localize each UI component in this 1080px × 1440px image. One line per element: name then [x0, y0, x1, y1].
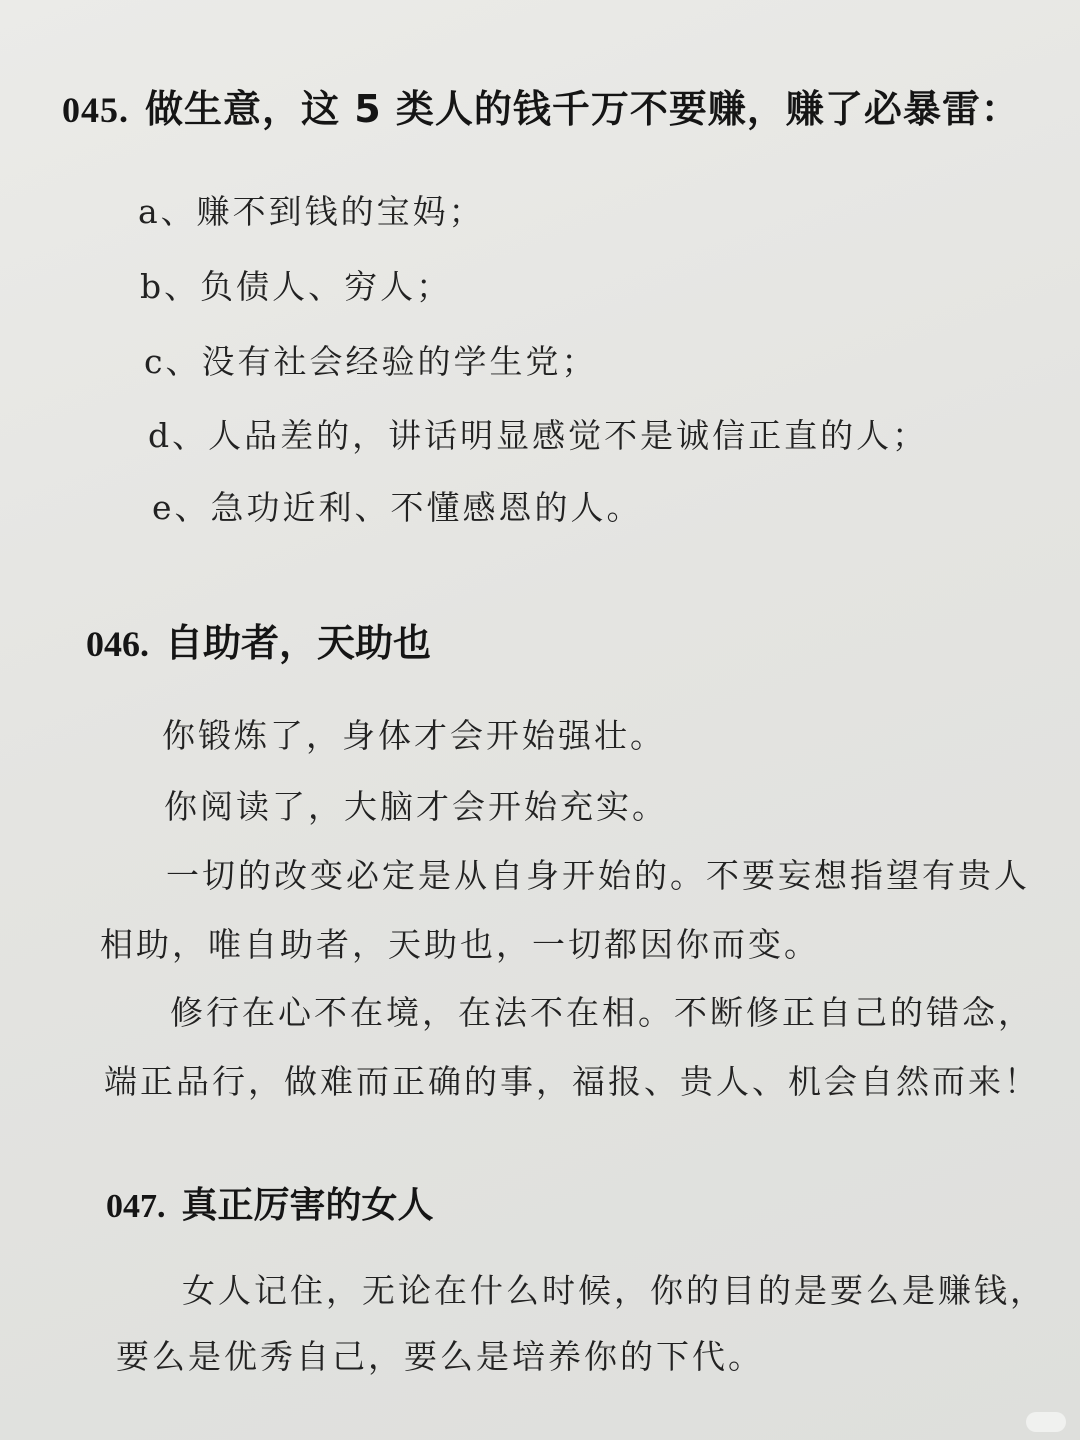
paragraph-line: 修行在心不在境，在法不在相。不断修正自己的错念，	[170, 993, 1034, 1032]
list-item: e、急功近利、不懂感恩的人。	[152, 488, 643, 527]
section-title: 自助者，天助也	[165, 621, 432, 665]
section-heading-045	[62, 78, 1020, 133]
section-number: 045.	[62, 90, 129, 130]
list-item: c、没有社会经验的学生党；	[144, 342, 598, 381]
list-item: d、人品差的，讲话明显感觉不是诚信正直的人；	[148, 416, 929, 455]
paragraph-line: 你阅读了，大脑才会开始充实。	[164, 787, 668, 826]
section-title: 真正厉害的女人	[181, 1185, 434, 1226]
list-item: b、负债人、穷人；	[140, 267, 453, 306]
paragraph-line: 要么是优秀自己，要么是培养你的下代。	[116, 1337, 764, 1376]
paragraph-line: 女人记住，无论在什么时候，你的目的是要么是赚钱，	[182, 1271, 1046, 1310]
section-heading-047	[106, 1177, 434, 1228]
list-item: a、赚不到钱的宝妈；	[138, 192, 485, 231]
paragraph-line: 一切的改变必定是从自身开始的。不要妄想指望有贵人	[166, 856, 1030, 895]
section-heading-046	[86, 612, 431, 667]
section-title: 做生意，这 5 类人的钱千万不要赚，赚了必暴雷：	[145, 87, 1020, 131]
section-number: 046.	[86, 624, 149, 664]
paragraph-line: 你锻炼了，身体才会开始强壮。	[162, 716, 666, 755]
section-number: 047.	[106, 1188, 166, 1225]
watermark-badge	[1026, 1412, 1066, 1432]
paragraph-line: 相助，唯自助者，天助也，一切都因你而变。	[100, 925, 820, 964]
paragraph-line: 端正品行，做难而正确的事，福报、贵人、机会自然而来！	[104, 1062, 1040, 1101]
